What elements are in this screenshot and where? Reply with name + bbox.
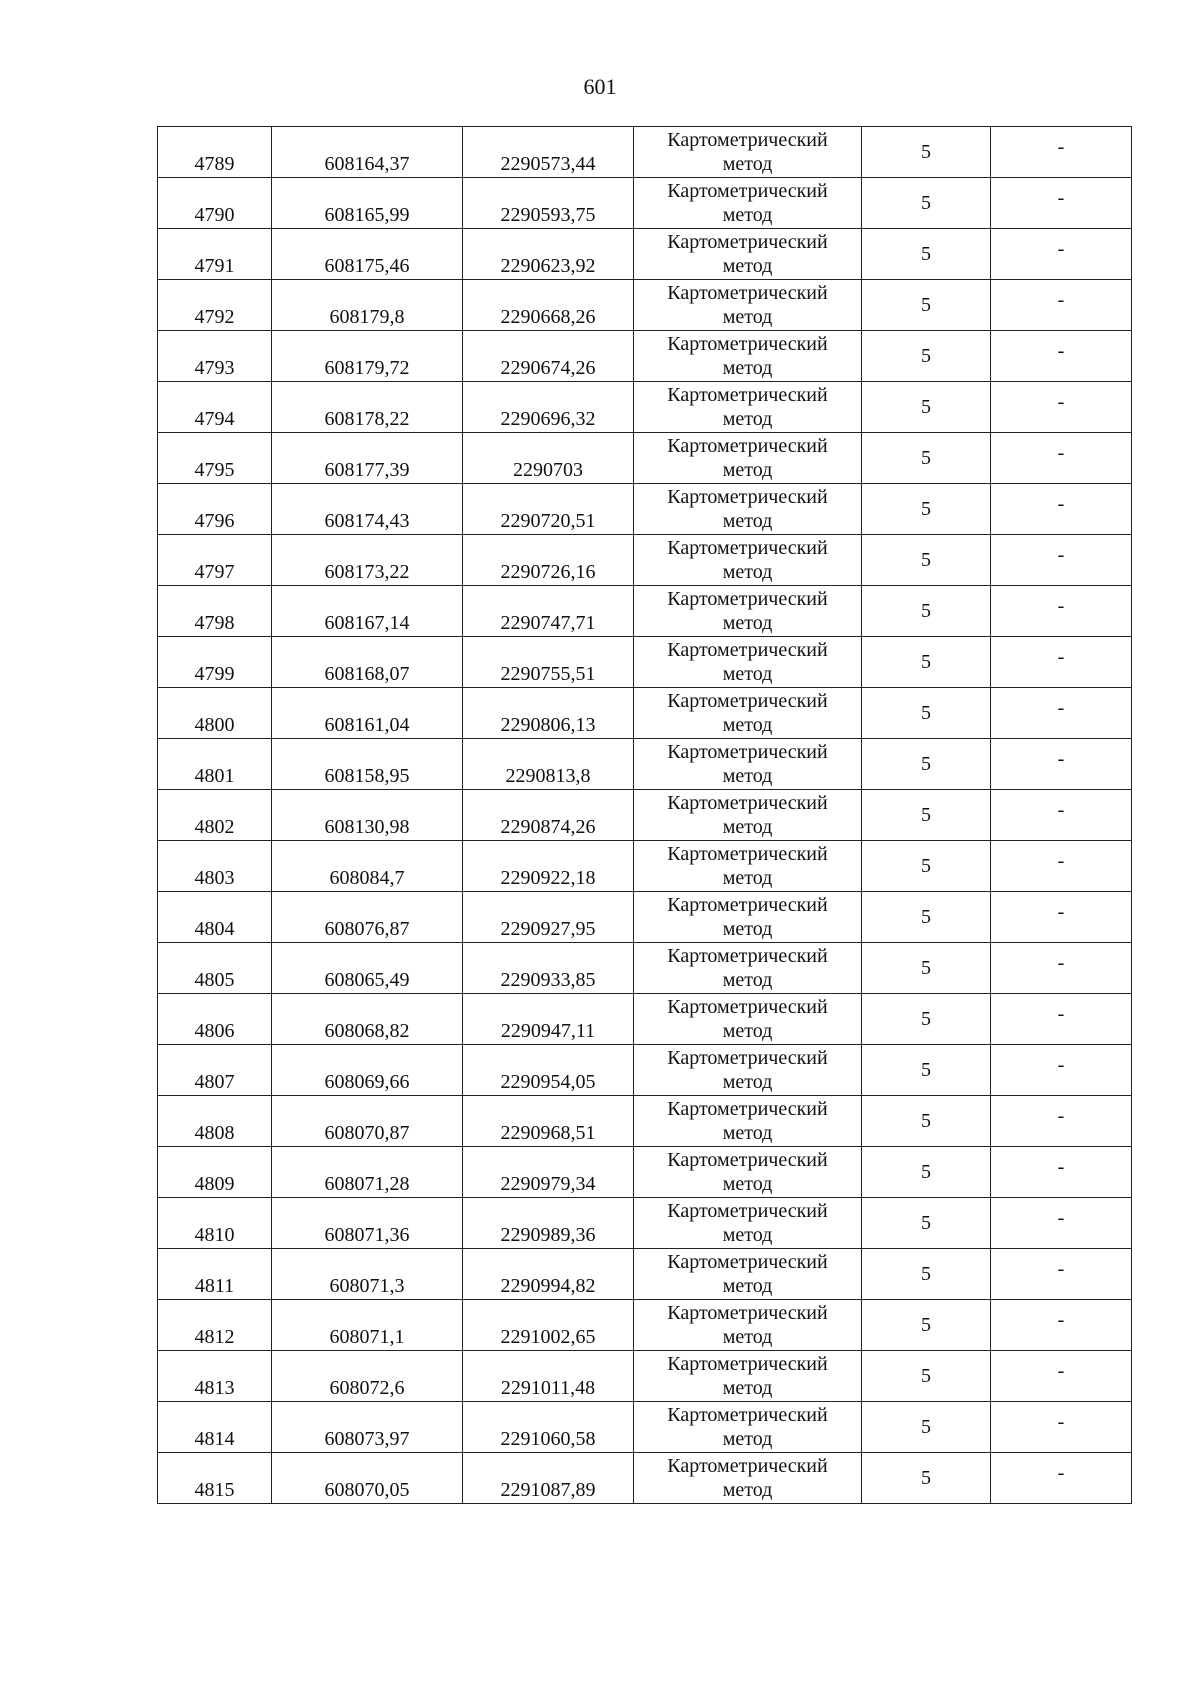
x-coordinate-cell: 608069,66 bbox=[272, 1045, 463, 1096]
method-line-2: метод bbox=[722, 1224, 773, 1246]
method-cell bbox=[634, 1351, 862, 1402]
method-line-2: метод bbox=[722, 1479, 773, 1501]
method-cell bbox=[634, 841, 862, 892]
method-line-2: метод bbox=[722, 612, 773, 634]
table-row bbox=[158, 994, 1132, 1045]
method-line-2: метод bbox=[722, 408, 773, 430]
table-row bbox=[158, 127, 1132, 178]
accuracy-cell: 5 bbox=[862, 1402, 991, 1453]
y-coordinate-cell: 2290968,51 bbox=[463, 1096, 634, 1147]
method-line-1: Картометрический bbox=[667, 1353, 828, 1375]
y-coordinate-cell: 2290703 bbox=[463, 433, 634, 484]
table-row bbox=[158, 1351, 1132, 1402]
method-line-2: метод bbox=[722, 255, 773, 277]
method-line-1: Картометрический bbox=[667, 843, 828, 865]
method-line-1: Картометрический bbox=[667, 690, 828, 712]
method-cell bbox=[634, 586, 862, 637]
method-line-2: метод bbox=[722, 1071, 773, 1093]
accuracy-cell: 5 bbox=[862, 1249, 991, 1300]
note-cell: - bbox=[991, 1096, 1132, 1147]
method-cell bbox=[634, 127, 862, 178]
point-number-cell: 4807 bbox=[158, 1045, 272, 1096]
method-line-1: Картометрический bbox=[667, 435, 828, 457]
accuracy-cell: 5 bbox=[862, 739, 991, 790]
y-coordinate-cell: 2290747,71 bbox=[463, 586, 634, 637]
note-cell: - bbox=[991, 484, 1132, 535]
y-coordinate-cell: 2290668,26 bbox=[463, 280, 634, 331]
note-cell: - bbox=[991, 1351, 1132, 1402]
y-coordinate-cell: 2290755,51 bbox=[463, 637, 634, 688]
method-line-2: метод bbox=[722, 306, 773, 328]
method-cell bbox=[634, 1300, 862, 1351]
accuracy-cell: 5 bbox=[862, 382, 991, 433]
y-coordinate-cell: 2290720,51 bbox=[463, 484, 634, 535]
y-coordinate-cell: 2290994,82 bbox=[463, 1249, 634, 1300]
x-coordinate-cell: 608071,28 bbox=[272, 1147, 463, 1198]
note-cell: - bbox=[991, 943, 1132, 994]
table-row bbox=[158, 1453, 1132, 1504]
accuracy-cell: 5 bbox=[862, 535, 991, 586]
point-number-cell: 4795 bbox=[158, 433, 272, 484]
y-coordinate-cell: 2290696,32 bbox=[463, 382, 634, 433]
table-row bbox=[158, 739, 1132, 790]
method-cell bbox=[634, 1249, 862, 1300]
method-cell bbox=[634, 637, 862, 688]
method-cell bbox=[634, 1402, 862, 1453]
point-number-cell: 4809 bbox=[158, 1147, 272, 1198]
method-line-2: метод bbox=[722, 1326, 773, 1348]
y-coordinate-cell: 2291087,89 bbox=[463, 1453, 634, 1504]
method-line-1: Картометрический bbox=[667, 1251, 828, 1273]
x-coordinate-cell: 608168,07 bbox=[272, 637, 463, 688]
method-line-2: метод bbox=[722, 867, 773, 889]
note-cell: - bbox=[991, 331, 1132, 382]
point-number-cell: 4808 bbox=[158, 1096, 272, 1147]
accuracy-cell: 5 bbox=[862, 943, 991, 994]
note-cell: - bbox=[991, 688, 1132, 739]
method-line-1: Картометрический bbox=[667, 282, 828, 304]
x-coordinate-cell: 608076,87 bbox=[272, 892, 463, 943]
x-coordinate-cell: 608072,6 bbox=[272, 1351, 463, 1402]
note-cell: - bbox=[991, 586, 1132, 637]
method-cell bbox=[634, 1198, 862, 1249]
table-row bbox=[158, 229, 1132, 280]
y-coordinate-cell: 2290947,11 bbox=[463, 994, 634, 1045]
x-coordinate-cell: 608130,98 bbox=[272, 790, 463, 841]
y-coordinate-cell: 2290979,34 bbox=[463, 1147, 634, 1198]
x-coordinate-cell: 608167,14 bbox=[272, 586, 463, 637]
method-line-2: метод bbox=[722, 765, 773, 787]
point-number-cell: 4805 bbox=[158, 943, 272, 994]
table-row bbox=[158, 484, 1132, 535]
method-cell bbox=[634, 1453, 862, 1504]
method-line-2: метод bbox=[722, 1122, 773, 1144]
note-cell: - bbox=[991, 433, 1132, 484]
x-coordinate-cell: 608158,95 bbox=[272, 739, 463, 790]
x-coordinate-cell: 608179,8 bbox=[272, 280, 463, 331]
method-line-1: Картометрический bbox=[667, 945, 828, 967]
method-cell bbox=[634, 790, 862, 841]
table-row bbox=[158, 331, 1132, 382]
accuracy-cell: 5 bbox=[862, 586, 991, 637]
method-line-2: метод bbox=[722, 816, 773, 838]
method-line-2: метод bbox=[722, 204, 773, 226]
note-cell: - bbox=[991, 1198, 1132, 1249]
point-number-cell: 4791 bbox=[158, 229, 272, 280]
accuracy-cell: 5 bbox=[862, 790, 991, 841]
method-cell bbox=[634, 1096, 862, 1147]
table-row bbox=[158, 1045, 1132, 1096]
method-line-2: метод bbox=[722, 1428, 773, 1450]
note-cell: - bbox=[991, 178, 1132, 229]
method-line-1: Картометрический bbox=[667, 384, 828, 406]
table-row bbox=[158, 178, 1132, 229]
table-body bbox=[158, 127, 1132, 1504]
note-cell: - bbox=[991, 841, 1132, 892]
point-number-cell: 4803 bbox=[158, 841, 272, 892]
method-line-2: метод bbox=[722, 459, 773, 481]
note-cell: - bbox=[991, 1402, 1132, 1453]
accuracy-cell: 5 bbox=[862, 178, 991, 229]
y-coordinate-cell: 2290933,85 bbox=[463, 943, 634, 994]
y-coordinate-cell: 2290593,75 bbox=[463, 178, 634, 229]
x-coordinate-cell: 608071,3 bbox=[272, 1249, 463, 1300]
x-coordinate-cell: 608071,1 bbox=[272, 1300, 463, 1351]
point-number-cell: 4797 bbox=[158, 535, 272, 586]
table-row bbox=[158, 1249, 1132, 1300]
y-coordinate-cell: 2290954,05 bbox=[463, 1045, 634, 1096]
accuracy-cell: 5 bbox=[862, 1198, 991, 1249]
method-cell bbox=[634, 331, 862, 382]
method-line-1: Картометрический bbox=[667, 996, 828, 1018]
table-row bbox=[158, 280, 1132, 331]
table-row bbox=[158, 790, 1132, 841]
x-coordinate-cell: 608068,82 bbox=[272, 994, 463, 1045]
method-cell bbox=[634, 994, 862, 1045]
method-line-1: Картометрический bbox=[667, 1200, 828, 1222]
x-coordinate-cell: 608070,87 bbox=[272, 1096, 463, 1147]
table-row bbox=[158, 1096, 1132, 1147]
method-line-2: метод bbox=[722, 1275, 773, 1297]
point-number-cell: 4800 bbox=[158, 688, 272, 739]
method-line-1: Картометрический bbox=[667, 1455, 828, 1477]
note-cell: - bbox=[991, 892, 1132, 943]
method-line-2: метод bbox=[722, 510, 773, 532]
point-number-cell: 4790 bbox=[158, 178, 272, 229]
y-coordinate-cell: 2290922,18 bbox=[463, 841, 634, 892]
point-number-cell: 4802 bbox=[158, 790, 272, 841]
table-row bbox=[158, 892, 1132, 943]
point-number-cell: 4806 bbox=[158, 994, 272, 1045]
accuracy-cell: 5 bbox=[862, 1096, 991, 1147]
method-line-1: Картометрический bbox=[667, 486, 828, 508]
method-line-1: Картометрический bbox=[667, 588, 828, 610]
point-number-cell: 4799 bbox=[158, 637, 272, 688]
accuracy-cell: 5 bbox=[862, 1453, 991, 1504]
y-coordinate-cell: 2290874,26 bbox=[463, 790, 634, 841]
coordinates-table bbox=[157, 126, 1132, 1504]
y-coordinate-cell: 2290927,95 bbox=[463, 892, 634, 943]
method-line-2: метод bbox=[722, 918, 773, 940]
method-line-2: метод bbox=[722, 714, 773, 736]
method-cell bbox=[634, 1147, 862, 1198]
note-cell: - bbox=[991, 1249, 1132, 1300]
note-cell: - bbox=[991, 127, 1132, 178]
point-number-cell: 4810 bbox=[158, 1198, 272, 1249]
x-coordinate-cell: 608164,37 bbox=[272, 127, 463, 178]
point-number-cell: 4793 bbox=[158, 331, 272, 382]
point-number-cell: 4792 bbox=[158, 280, 272, 331]
method-line-1: Картометрический bbox=[667, 741, 828, 763]
method-line-1: Картометрический bbox=[667, 333, 828, 355]
method-cell bbox=[634, 382, 862, 433]
accuracy-cell: 5 bbox=[862, 892, 991, 943]
page-number: 601 bbox=[583, 74, 617, 99]
accuracy-cell: 5 bbox=[862, 331, 991, 382]
accuracy-cell: 5 bbox=[862, 433, 991, 484]
method-line-1: Картометрический bbox=[667, 537, 828, 559]
x-coordinate-cell: 608175,46 bbox=[272, 229, 463, 280]
method-cell bbox=[634, 280, 862, 331]
accuracy-cell: 5 bbox=[862, 994, 991, 1045]
point-number-cell: 4789 bbox=[158, 127, 272, 178]
accuracy-cell: 5 bbox=[862, 1351, 991, 1402]
method-cell bbox=[634, 433, 862, 484]
method-line-1: Картометрический bbox=[667, 639, 828, 661]
y-coordinate-cell: 2290674,26 bbox=[463, 331, 634, 382]
table-row bbox=[158, 688, 1132, 739]
method-cell bbox=[634, 943, 862, 994]
y-coordinate-cell: 2291060,58 bbox=[463, 1402, 634, 1453]
table-row bbox=[158, 943, 1132, 994]
accuracy-cell: 5 bbox=[862, 688, 991, 739]
method-line-2: метод bbox=[722, 561, 773, 583]
note-cell: - bbox=[991, 1147, 1132, 1198]
x-coordinate-cell: 608071,36 bbox=[272, 1198, 463, 1249]
method-line-2: метод bbox=[722, 153, 773, 175]
y-coordinate-cell: 2291002,65 bbox=[463, 1300, 634, 1351]
method-cell bbox=[634, 229, 862, 280]
method-line-2: метод bbox=[722, 1377, 773, 1399]
x-coordinate-cell: 608065,49 bbox=[272, 943, 463, 994]
table-row bbox=[158, 433, 1132, 484]
table-row bbox=[158, 1147, 1132, 1198]
point-number-cell: 4815 bbox=[158, 1453, 272, 1504]
method-line-1: Картометрический bbox=[667, 1098, 828, 1120]
method-line-2: метод bbox=[722, 1020, 773, 1042]
note-cell: - bbox=[991, 382, 1132, 433]
method-line-2: метод bbox=[722, 357, 773, 379]
x-coordinate-cell: 608161,04 bbox=[272, 688, 463, 739]
x-coordinate-cell: 608084,7 bbox=[272, 841, 463, 892]
note-cell: - bbox=[991, 1045, 1132, 1096]
method-cell bbox=[634, 688, 862, 739]
point-number-cell: 4796 bbox=[158, 484, 272, 535]
note-cell: - bbox=[991, 790, 1132, 841]
table-row bbox=[158, 382, 1132, 433]
accuracy-cell: 5 bbox=[862, 1147, 991, 1198]
x-coordinate-cell: 608177,39 bbox=[272, 433, 463, 484]
x-coordinate-cell: 608174,43 bbox=[272, 484, 463, 535]
note-cell: - bbox=[991, 1453, 1132, 1504]
point-number-cell: 4813 bbox=[158, 1351, 272, 1402]
point-number-cell: 4812 bbox=[158, 1300, 272, 1351]
method-cell bbox=[634, 892, 862, 943]
accuracy-cell: 5 bbox=[862, 127, 991, 178]
method-cell bbox=[634, 1045, 862, 1096]
method-line-1: Картометрический bbox=[667, 231, 828, 253]
x-coordinate-cell: 608173,22 bbox=[272, 535, 463, 586]
method-cell bbox=[634, 535, 862, 586]
accuracy-cell: 5 bbox=[862, 229, 991, 280]
point-number-cell: 4794 bbox=[158, 382, 272, 433]
y-coordinate-cell: 2290989,36 bbox=[463, 1198, 634, 1249]
point-number-cell: 4811 bbox=[158, 1249, 272, 1300]
y-coordinate-cell: 2290623,92 bbox=[463, 229, 634, 280]
y-coordinate-cell: 2290813,8 bbox=[463, 739, 634, 790]
method-cell bbox=[634, 484, 862, 535]
note-cell: - bbox=[991, 739, 1132, 790]
table-row bbox=[158, 1402, 1132, 1453]
table-row bbox=[158, 1300, 1132, 1351]
note-cell: - bbox=[991, 1300, 1132, 1351]
y-coordinate-cell: 2291011,48 bbox=[463, 1351, 634, 1402]
table-row bbox=[158, 637, 1132, 688]
table-row bbox=[158, 1198, 1132, 1249]
method-cell bbox=[634, 739, 862, 790]
note-cell: - bbox=[991, 280, 1132, 331]
accuracy-cell: 5 bbox=[862, 484, 991, 535]
note-cell: - bbox=[991, 535, 1132, 586]
method-line-1: Картометрический bbox=[667, 1302, 828, 1324]
accuracy-cell: 5 bbox=[862, 1300, 991, 1351]
point-number-cell: 4798 bbox=[158, 586, 272, 637]
note-cell: - bbox=[991, 994, 1132, 1045]
table-row bbox=[158, 841, 1132, 892]
table-row bbox=[158, 535, 1132, 586]
method-line-1: Картометрический bbox=[667, 129, 828, 151]
method-line-1: Картометрический bbox=[667, 180, 828, 202]
point-number-cell: 4814 bbox=[158, 1402, 272, 1453]
method-line-2: метод bbox=[722, 1173, 773, 1195]
accuracy-cell: 5 bbox=[862, 637, 991, 688]
note-cell: - bbox=[991, 229, 1132, 280]
x-coordinate-cell: 608179,72 bbox=[272, 331, 463, 382]
accuracy-cell: 5 bbox=[862, 280, 991, 331]
note-cell: - bbox=[991, 637, 1132, 688]
y-coordinate-cell: 2290806,13 bbox=[463, 688, 634, 739]
method-line-1: Картометрический bbox=[667, 1149, 828, 1171]
y-coordinate-cell: 2290726,16 bbox=[463, 535, 634, 586]
accuracy-cell: 5 bbox=[862, 841, 991, 892]
method-line-1: Картометрический bbox=[667, 894, 828, 916]
table-row bbox=[158, 586, 1132, 637]
point-number-cell: 4804 bbox=[158, 892, 272, 943]
y-coordinate-cell: 2290573,44 bbox=[463, 127, 634, 178]
method-line-2: метод bbox=[722, 969, 773, 991]
method-cell bbox=[634, 178, 862, 229]
x-coordinate-cell: 608070,05 bbox=[272, 1453, 463, 1504]
accuracy-cell: 5 bbox=[862, 1045, 991, 1096]
x-coordinate-cell: 608073,97 bbox=[272, 1402, 463, 1453]
x-coordinate-cell: 608178,22 bbox=[272, 382, 463, 433]
method-line-2: метод bbox=[722, 663, 773, 685]
x-coordinate-cell: 608165,99 bbox=[272, 178, 463, 229]
method-line-1: Картометрический bbox=[667, 792, 828, 814]
method-line-1: Картометрический bbox=[667, 1047, 828, 1069]
method-line-1: Картометрический bbox=[667, 1404, 828, 1426]
point-number-cell: 4801 bbox=[158, 739, 272, 790]
